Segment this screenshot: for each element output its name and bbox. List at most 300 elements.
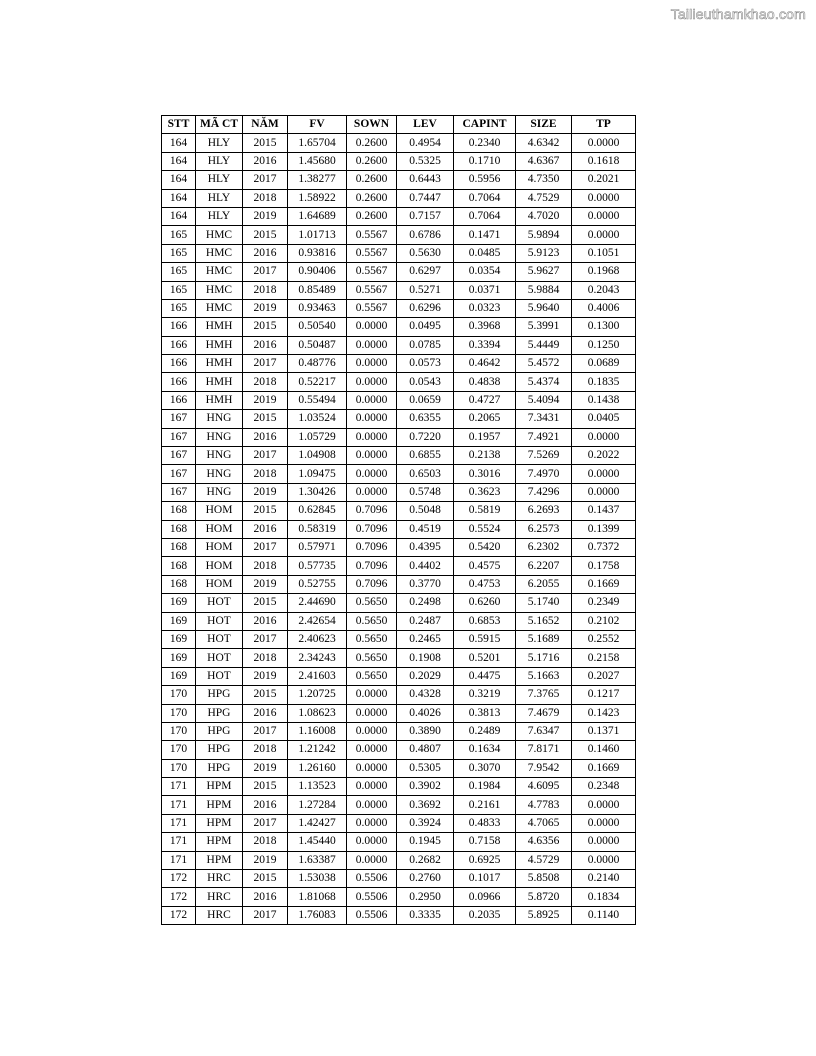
cell-ma-ct: HOT [196,667,243,685]
cell-capint: 0.4642 [454,355,516,373]
cell-capint: 0.5201 [454,649,516,667]
cell-size: 5.8720 [516,888,572,906]
table-row [162,447,636,465]
cell-nam: 2018 [243,465,288,483]
cell-nam: 2019 [243,667,288,685]
cell-tp: 0.2022 [572,447,636,465]
cell-nam: 2019 [243,299,288,317]
cell-tp: 0.2552 [572,630,636,648]
table-row [162,207,636,225]
cell-fv: 2.41603 [288,667,347,685]
cell-nam: 2018 [243,649,288,667]
cell-tp: 0.1758 [572,557,636,575]
cell-ma-ct: HMH [196,373,243,391]
cell-sown: 0.5567 [347,226,397,244]
cell-capint: 0.5420 [454,538,516,556]
cell-lev: 0.3902 [397,778,454,796]
cell-capint: 0.6925 [454,851,516,869]
cell-fv: 1.05729 [288,428,347,446]
cell-ma-ct: HOM [196,575,243,593]
cell-lev: 0.2465 [397,630,454,648]
cell-size: 7.6347 [516,722,572,740]
cell-fv: 1.21242 [288,741,347,759]
cell-lev: 0.3890 [397,722,454,740]
cell-sown: 0.0000 [347,410,397,428]
cell-size: 5.1689 [516,630,572,648]
cell-sown: 0.0000 [347,447,397,465]
cell-ma-ct: HOM [196,520,243,538]
cell-sown: 0.0000 [347,686,397,704]
table-row [162,336,636,354]
cell-tp: 0.1140 [572,906,636,924]
cell-tp: 0.1618 [572,152,636,170]
table-row [162,649,636,667]
cell-fv: 1.53038 [288,870,347,888]
cell-fv: 0.93463 [288,299,347,317]
cell-capint: 0.0323 [454,299,516,317]
table-row [162,612,636,630]
cell-sown: 0.0000 [347,722,397,740]
cell-size: 4.5729 [516,851,572,869]
cell-lev: 0.0659 [397,391,454,409]
cell-ma-ct: HNG [196,465,243,483]
cell-nam: 2018 [243,189,288,207]
cell-ma-ct: HOT [196,594,243,612]
cell-lev: 0.5325 [397,152,454,170]
cell-nam: 2016 [243,428,288,446]
cell-tp: 0.2021 [572,171,636,189]
cell-nam: 2018 [243,281,288,299]
table-row [162,520,636,538]
cell-tp: 0.1460 [572,741,636,759]
cell-fv: 0.57971 [288,538,347,556]
cell-fv: 0.62845 [288,502,347,520]
cell-stt: 172 [162,906,196,924]
cell-stt: 170 [162,704,196,722]
table-row [162,686,636,704]
cell-tp: 0.0000 [572,851,636,869]
table-row [162,244,636,262]
table-row [162,594,636,612]
cell-sown: 0.0000 [347,336,397,354]
cell-nam: 2019 [243,759,288,777]
cell-tp: 0.1051 [572,244,636,262]
cell-lev: 0.0543 [397,373,454,391]
cell-sown: 0.0000 [347,355,397,373]
cell-capint: 0.1957 [454,428,516,446]
cell-capint: 0.2489 [454,722,516,740]
cell-fv: 0.93816 [288,244,347,262]
cell-nam: 2015 [243,226,288,244]
cell-stt: 170 [162,722,196,740]
cell-sown: 0.0000 [347,373,397,391]
cell-nam: 2019 [243,575,288,593]
cell-stt: 167 [162,428,196,446]
cell-fv: 1.42427 [288,814,347,832]
cell-lev: 0.6296 [397,299,454,317]
cell-tp: 0.1399 [572,520,636,538]
cell-lev: 0.5630 [397,244,454,262]
header-capint: CAPINT [454,116,516,134]
cell-sown: 0.0000 [347,391,397,409]
cell-fv: 1.76083 [288,906,347,924]
cell-capint: 0.7064 [454,207,516,225]
cell-size: 7.4679 [516,704,572,722]
cell-stt: 165 [162,263,196,281]
cell-capint: 0.7064 [454,189,516,207]
cell-tp: 0.0000 [572,465,636,483]
cell-tp: 0.2349 [572,594,636,612]
cell-capint: 0.4575 [454,557,516,575]
cell-nam: 2018 [243,833,288,851]
cell-lev: 0.7157 [397,207,454,225]
cell-capint: 0.3219 [454,686,516,704]
cell-capint: 0.3070 [454,759,516,777]
cell-tp: 0.0000 [572,483,636,501]
cell-lev: 0.3770 [397,575,454,593]
cell-nam: 2016 [243,152,288,170]
cell-stt: 164 [162,134,196,152]
cell-capint: 0.4475 [454,667,516,685]
cell-sown: 0.7096 [347,520,397,538]
cell-stt: 164 [162,171,196,189]
cell-capint: 0.0371 [454,281,516,299]
cell-lev: 0.5305 [397,759,454,777]
table-row [162,263,636,281]
cell-nam: 2017 [243,630,288,648]
cell-tp: 0.2102 [572,612,636,630]
cell-fv: 1.30426 [288,483,347,501]
cell-ma-ct: HRC [196,888,243,906]
cell-size: 7.3765 [516,686,572,704]
cell-ma-ct: HOM [196,502,243,520]
cell-nam: 2015 [243,778,288,796]
cell-fv: 1.58922 [288,189,347,207]
cell-ma-ct: HPG [196,759,243,777]
cell-size: 5.9894 [516,226,572,244]
cell-stt: 164 [162,207,196,225]
cell-nam: 2016 [243,336,288,354]
cell-size: 6.2207 [516,557,572,575]
cell-nam: 2016 [243,520,288,538]
cell-capint: 0.6853 [454,612,516,630]
cell-ma-ct: HMH [196,355,243,373]
cell-tp: 0.0000 [572,796,636,814]
cell-capint: 0.1634 [454,741,516,759]
cell-lev: 0.0785 [397,336,454,354]
cell-tp: 0.1834 [572,888,636,906]
cell-capint: 0.4727 [454,391,516,409]
cell-size: 4.7020 [516,207,572,225]
cell-sown: 0.5650 [347,594,397,612]
table-row [162,465,636,483]
cell-nam: 2016 [243,796,288,814]
cell-stt: 165 [162,244,196,262]
table-row [162,833,636,851]
cell-nam: 2019 [243,391,288,409]
cell-sown: 0.7096 [347,557,397,575]
cell-nam: 2016 [243,704,288,722]
cell-sown: 0.0000 [347,814,397,832]
header-fv: FV [288,116,347,134]
cell-stt: 167 [162,483,196,501]
cell-size: 5.4094 [516,391,572,409]
cell-stt: 164 [162,152,196,170]
cell-ma-ct: HPM [196,833,243,851]
table-row [162,630,636,648]
cell-lev: 0.3924 [397,814,454,832]
cell-fv: 1.01713 [288,226,347,244]
cell-fv: 1.45680 [288,152,347,170]
table-row [162,704,636,722]
cell-size: 6.2573 [516,520,572,538]
cell-size: 5.4374 [516,373,572,391]
cell-sown: 0.0000 [347,796,397,814]
cell-sown: 0.7096 [347,575,397,593]
cell-lev: 0.4395 [397,538,454,556]
cell-size: 5.8508 [516,870,572,888]
cell-nam: 2019 [243,207,288,225]
cell-stt: 166 [162,373,196,391]
cell-size: 5.9627 [516,263,572,281]
cell-stt: 167 [162,410,196,428]
cell-lev: 0.5748 [397,483,454,501]
cell-sown: 0.0000 [347,741,397,759]
cell-sown: 0.0000 [347,318,397,336]
cell-size: 7.9542 [516,759,572,777]
cell-stt: 172 [162,870,196,888]
cell-sown: 0.5567 [347,244,397,262]
cell-tp: 0.1438 [572,391,636,409]
cell-lev: 0.7447 [397,189,454,207]
table-row [162,483,636,501]
table-row [162,171,636,189]
cell-lev: 0.1945 [397,833,454,851]
cell-sown: 0.5567 [347,299,397,317]
cell-size: 5.1652 [516,612,572,630]
cell-fv: 0.48776 [288,355,347,373]
cell-fv: 1.16008 [288,722,347,740]
cell-sown: 0.2600 [347,207,397,225]
cell-capint: 0.1471 [454,226,516,244]
cell-tp: 0.1371 [572,722,636,740]
cell-nam: 2018 [243,741,288,759]
cell-fv: 2.44690 [288,594,347,612]
cell-ma-ct: HPG [196,686,243,704]
cell-stt: 169 [162,612,196,630]
cell-nam: 2017 [243,906,288,924]
table-row [162,741,636,759]
cell-tp: 0.2140 [572,870,636,888]
cell-fv: 0.85489 [288,281,347,299]
cell-fv: 1.20725 [288,686,347,704]
cell-capint: 0.0966 [454,888,516,906]
cell-ma-ct: HOT [196,649,243,667]
cell-fv: 1.65704 [288,134,347,152]
cell-capint: 0.5915 [454,630,516,648]
cell-capint: 0.3968 [454,318,516,336]
cell-nam: 2015 [243,134,288,152]
cell-stt: 170 [162,741,196,759]
cell-tp: 0.0000 [572,189,636,207]
cell-tp: 0.1423 [572,704,636,722]
cell-nam: 2017 [243,722,288,740]
cell-fv: 2.40623 [288,630,347,648]
cell-stt: 166 [162,318,196,336]
cell-stt: 171 [162,833,196,851]
cell-capint: 0.1017 [454,870,516,888]
cell-fv: 0.55494 [288,391,347,409]
cell-size: 4.7529 [516,189,572,207]
cell-stt: 168 [162,502,196,520]
cell-stt: 168 [162,520,196,538]
cell-lev: 0.0573 [397,355,454,373]
cell-lev: 0.4519 [397,520,454,538]
cell-ma-ct: HPM [196,778,243,796]
cell-size: 5.9640 [516,299,572,317]
cell-fv: 1.08623 [288,704,347,722]
cell-lev: 0.2487 [397,612,454,630]
cell-capint: 0.2065 [454,410,516,428]
cell-fv: 0.58319 [288,520,347,538]
cell-ma-ct: HMC [196,281,243,299]
cell-ma-ct: HNG [196,483,243,501]
cell-nam: 2015 [243,594,288,612]
cell-size: 4.6367 [516,152,572,170]
header-stt: STT [162,116,196,134]
cell-size: 5.8925 [516,906,572,924]
cell-size: 4.6095 [516,778,572,796]
cell-stt: 164 [162,189,196,207]
cell-lev: 0.6503 [397,465,454,483]
cell-lev: 0.4954 [397,134,454,152]
cell-nam: 2017 [243,447,288,465]
cell-nam: 2015 [243,686,288,704]
cell-fv: 2.42654 [288,612,347,630]
cell-capint: 0.3394 [454,336,516,354]
cell-sown: 0.0000 [347,778,397,796]
cell-size: 5.1716 [516,649,572,667]
cell-ma-ct: HLY [196,152,243,170]
cell-nam: 2015 [243,502,288,520]
cell-sown: 0.5506 [347,888,397,906]
cell-lev: 0.2950 [397,888,454,906]
cell-sown: 0.7096 [347,538,397,556]
cell-tp: 0.0000 [572,134,636,152]
cell-sown: 0.2600 [347,189,397,207]
cell-size: 4.7783 [516,796,572,814]
cell-lev: 0.5048 [397,502,454,520]
cell-stt: 166 [162,391,196,409]
cell-capint: 0.3623 [454,483,516,501]
table-row [162,796,636,814]
cell-capint: 0.2138 [454,447,516,465]
cell-stt: 167 [162,465,196,483]
table-row [162,667,636,685]
cell-ma-ct: HPM [196,814,243,832]
table-row [162,281,636,299]
cell-nam: 2017 [243,538,288,556]
cell-size: 6.2693 [516,502,572,520]
cell-lev: 0.6443 [397,171,454,189]
cell-lev: 0.2498 [397,594,454,612]
table-row [162,299,636,317]
cell-ma-ct: HRC [196,870,243,888]
cell-capint: 0.2161 [454,796,516,814]
cell-tp: 0.4006 [572,299,636,317]
cell-size: 7.4921 [516,428,572,446]
cell-tp: 0.2027 [572,667,636,685]
table-row [162,851,636,869]
cell-sown: 0.5506 [347,870,397,888]
cell-stt: 165 [162,226,196,244]
cell-size: 7.8171 [516,741,572,759]
cell-tp: 0.0000 [572,814,636,832]
cell-lev: 0.6355 [397,410,454,428]
cell-ma-ct: HLY [196,171,243,189]
table-row [162,557,636,575]
cell-fv: 0.52755 [288,575,347,593]
cell-ma-ct: HLY [196,189,243,207]
cell-sown: 0.5650 [347,667,397,685]
cell-lev: 0.4026 [397,704,454,722]
table-row [162,391,636,409]
cell-tp: 0.1669 [572,575,636,593]
cell-stt: 171 [162,851,196,869]
cell-stt: 167 [162,447,196,465]
cell-lev: 0.1908 [397,649,454,667]
cell-nam: 2015 [243,410,288,428]
cell-stt: 169 [162,667,196,685]
cell-stt: 166 [162,355,196,373]
table-row [162,502,636,520]
cell-ma-ct: HNG [196,447,243,465]
cell-ma-ct: HOT [196,612,243,630]
cell-fv: 1.63387 [288,851,347,869]
cell-nam: 2018 [243,557,288,575]
cell-size: 6.2302 [516,538,572,556]
cell-tp: 0.2043 [572,281,636,299]
cell-stt: 166 [162,336,196,354]
cell-fv: 1.38277 [288,171,347,189]
cell-nam: 2015 [243,318,288,336]
table-row [162,318,636,336]
cell-nam: 2017 [243,263,288,281]
header-nam: NĂM [243,116,288,134]
cell-nam: 2016 [243,888,288,906]
cell-stt: 169 [162,630,196,648]
cell-nam: 2017 [243,171,288,189]
cell-lev: 0.5271 [397,281,454,299]
cell-size: 5.9123 [516,244,572,262]
cell-ma-ct: HMH [196,318,243,336]
cell-size: 5.4572 [516,355,572,373]
table-row [162,410,636,428]
cell-stt: 169 [162,594,196,612]
cell-fv: 1.13523 [288,778,347,796]
header-tp: TP [572,116,636,134]
cell-fv: 1.45440 [288,833,347,851]
header-lev: LEV [397,116,454,134]
cell-size: 6.2055 [516,575,572,593]
cell-fv: 0.57735 [288,557,347,575]
table-row [162,538,636,556]
cell-size: 5.1663 [516,667,572,685]
cell-lev: 0.4807 [397,741,454,759]
cell-tp: 0.0000 [572,428,636,446]
cell-ma-ct: HNG [196,428,243,446]
cell-lev: 0.7220 [397,428,454,446]
